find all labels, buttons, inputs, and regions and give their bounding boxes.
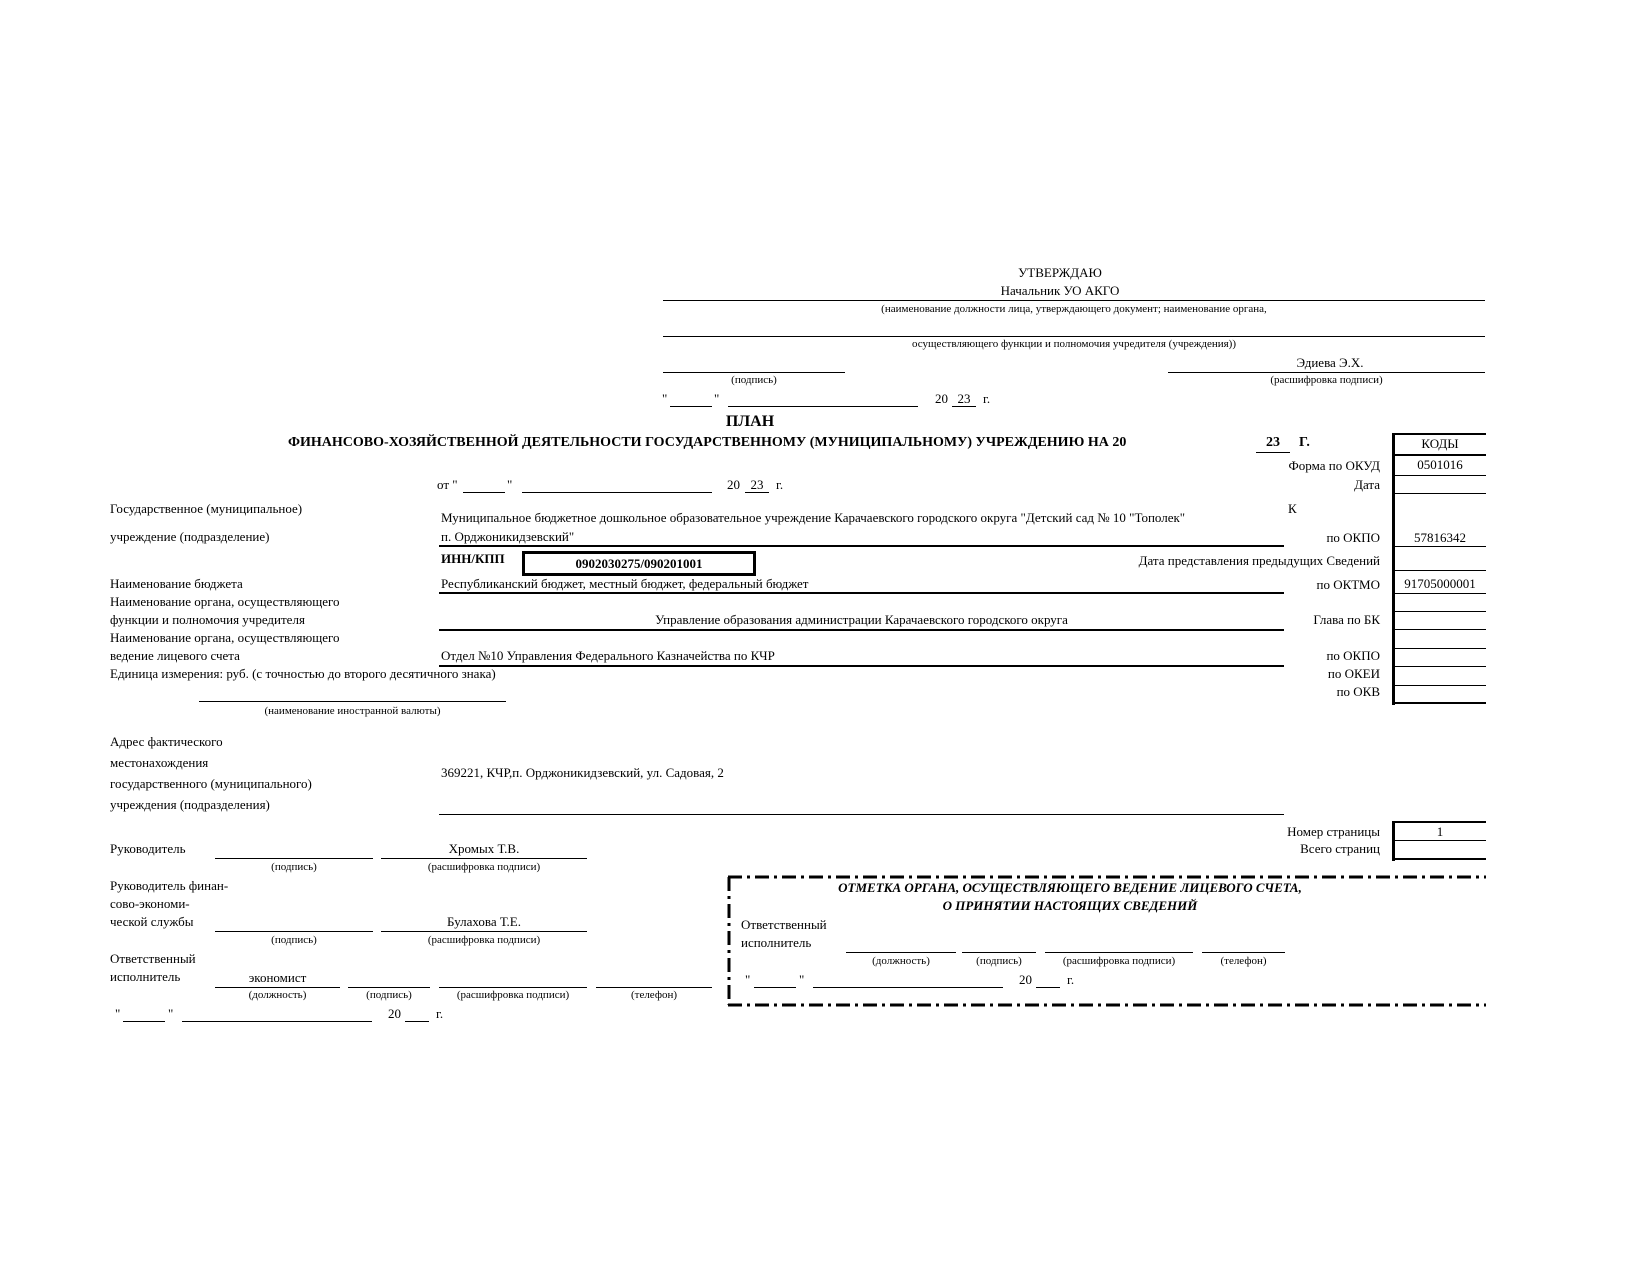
hint-decode: (расшифровка подписи) [1062,955,1176,967]
decode-line [1045,952,1193,953]
head-name: Хромых Т.В. [448,841,520,856]
year-suffix: г. [1067,972,1075,987]
year-suffix: г. [776,477,784,492]
hint-position: (должность) [872,955,930,967]
exec-label-1: Ответственный [110,951,196,966]
prev-date-label: Дата представления предыдущих Сведений [1138,553,1380,568]
inn-label: ИНН/КПП [441,551,505,566]
year-prefix: 20 [1019,972,1032,987]
signature-line [962,952,1036,953]
hint-phone: (телефон) [1220,955,1267,967]
fin-label-1: Руководитель финан- [110,878,229,893]
founder-label-1: Наименование органа, осуществляющего [110,594,340,609]
hint-position: (наименование должности лица, утверждающего документ; наименование органа, [881,303,1267,315]
year-value: 23 [957,391,971,406]
org-label-1: Государственное (муниципальное) [110,501,303,516]
exec-label-2: исполнитель [110,969,181,984]
treasury-title-1: ОТМЕТКА ОРГАНА, ОСУЩЕСТВЛЯЮЩЕГО ВЕДЕНИЕ ЛИЦЕВОГО СЧЕТА, [838,880,1302,895]
okpo-label: по ОКПО [1326,530,1380,545]
fin-name: Булахова Т.Е. [447,914,521,929]
fin-label-2: сово-экономи- [110,896,190,911]
address-value: 369221, КЧР,п. Орджоникидзевский, ул. Садовая, 2 [441,765,724,780]
date-label: Дата [1354,477,1380,492]
org-k: К [1288,501,1297,516]
month-line [813,987,1003,988]
glava-label: Глава по БК [1313,612,1380,627]
fin-label-3: ческой службы [110,914,194,929]
hint-sign: (подпись) [271,934,317,946]
okei-label: по ОКЕИ [1327,666,1380,681]
founder-value: Управление образования администрации Карачаевского городского округа [655,612,1068,627]
position-line [846,952,956,953]
okv-label: по ОКВ [1336,684,1380,699]
quote: " [745,972,751,987]
plan-year: 23 [1266,435,1280,450]
org-label-2: учреждение (подразделение) [110,529,270,544]
year-prefix: 20 [727,477,740,492]
unit-label: Единица измерения: руб. (с точностью до второго десятичного знака) [110,666,496,681]
approve-title: УТВЕРЖДАЮ [1018,265,1102,280]
hint-decode: (расшифровка подписи) [427,861,541,873]
quote: " [115,1006,121,1021]
approve-signer: Эдиева Э.Х. [1296,355,1364,370]
head-label: Руководитель [110,841,186,856]
address-label-3: государственного (муниципального) [110,776,312,791]
page-title: ПЛАН [725,413,775,430]
oktmo-label: по ОКТМО [1316,577,1380,592]
budget-label: Наименование бюджета [110,576,243,591]
quote: " [799,972,805,987]
hint-decode: (расшифровка подписи) [1270,374,1383,386]
page-subtitle: ФИНАНСОВО-ХОЗЯЙСТВЕННОЙ ДЕЯТЕЛЬНОСТИ ГОСУДАРСТВЕННОМУ (МУНИЦИПАЛЬНОМУ) УЧРЕЖДЕНИЮ НА 20 [288,435,1127,450]
okud-label: Форма по ОКУД [1288,458,1380,473]
address-label-4: учреждения (подразделения) [110,797,270,812]
treasury-title-2: О ПРИНЯТИИ НАСТОЯЩИХ СВЕДЕНИЙ [942,898,1198,913]
hint-position: (должность) [248,989,307,1001]
quote: " [714,391,720,406]
treasury-exec-label-1: Ответственный [741,917,827,932]
quote: " [662,391,668,406]
year-suffix: г. [436,1006,444,1021]
org-name-1: Муниципальное бюджетное дошкольное образовательное учреждение Карачаевского городского округа "Детский сад № 10 "Тополек" [441,510,1186,525]
plan-year-suffix: Г. [1299,435,1310,450]
inn-value: 0902030275/090201001 [522,551,756,576]
address-label-1: Адрес фактического [110,734,223,749]
okpo2-label: по ОКПО [1326,648,1380,663]
total-label: Всего страниц [1300,841,1380,856]
quote: " [507,477,513,492]
hint-org: осуществляющего функции и полномочия учредителя (учреждения)) [912,338,1236,350]
year-line [1036,987,1060,988]
approve-position: Начальник УО АКГО [1000,283,1120,298]
hint-sign: (подпись) [731,374,777,386]
page-value: 1 [1436,824,1444,839]
page-label: Номер страницы [1287,824,1380,839]
year-suffix: г. [983,391,991,406]
founder-label-2: функции и полномочия учредителя [110,612,305,627]
hint-decode: (расшифровка подписи) [456,989,570,1001]
address-label-2: местонахождения [110,755,209,770]
quote: " [168,1006,174,1021]
exec-position: экономист [248,970,307,985]
hint-sign: (подпись) [976,955,1022,967]
hint-decode: (расшифровка подписи) [427,934,541,946]
year-prefix: 20 [388,1006,401,1021]
hint-sign: (подпись) [366,989,412,1001]
phone-line [1202,952,1285,953]
okud-value: 0501016 [1417,457,1463,472]
year-value: 23 [750,477,764,492]
hint-sign: (подпись) [271,861,317,873]
oktmo-value: 91705000001 [1404,576,1476,591]
year-prefix: 20 [935,391,948,406]
codes-header: КОДЫ [1421,436,1459,451]
from-label: от " [437,477,458,492]
budget-value: Республиканский бюджет, местный бюджет, федеральный бюджет [441,576,809,591]
account-value: Отдел №10 Управления Федерального Казначейства по КЧР [441,648,775,663]
account-label-2: ведение лицевого счета [110,648,240,663]
treasury-exec-label-2: исполнитель [741,935,812,950]
day-line [754,987,796,988]
hint-phone: (телефон) [630,989,678,1001]
okpo-value: 57816342 [1414,530,1466,545]
account-label-1: Наименование органа, осуществляющего [110,630,340,645]
currency-hint: (наименование иностранной валюты) [264,705,441,717]
org-name-2: п. Орджоникидзевский" [441,529,575,544]
